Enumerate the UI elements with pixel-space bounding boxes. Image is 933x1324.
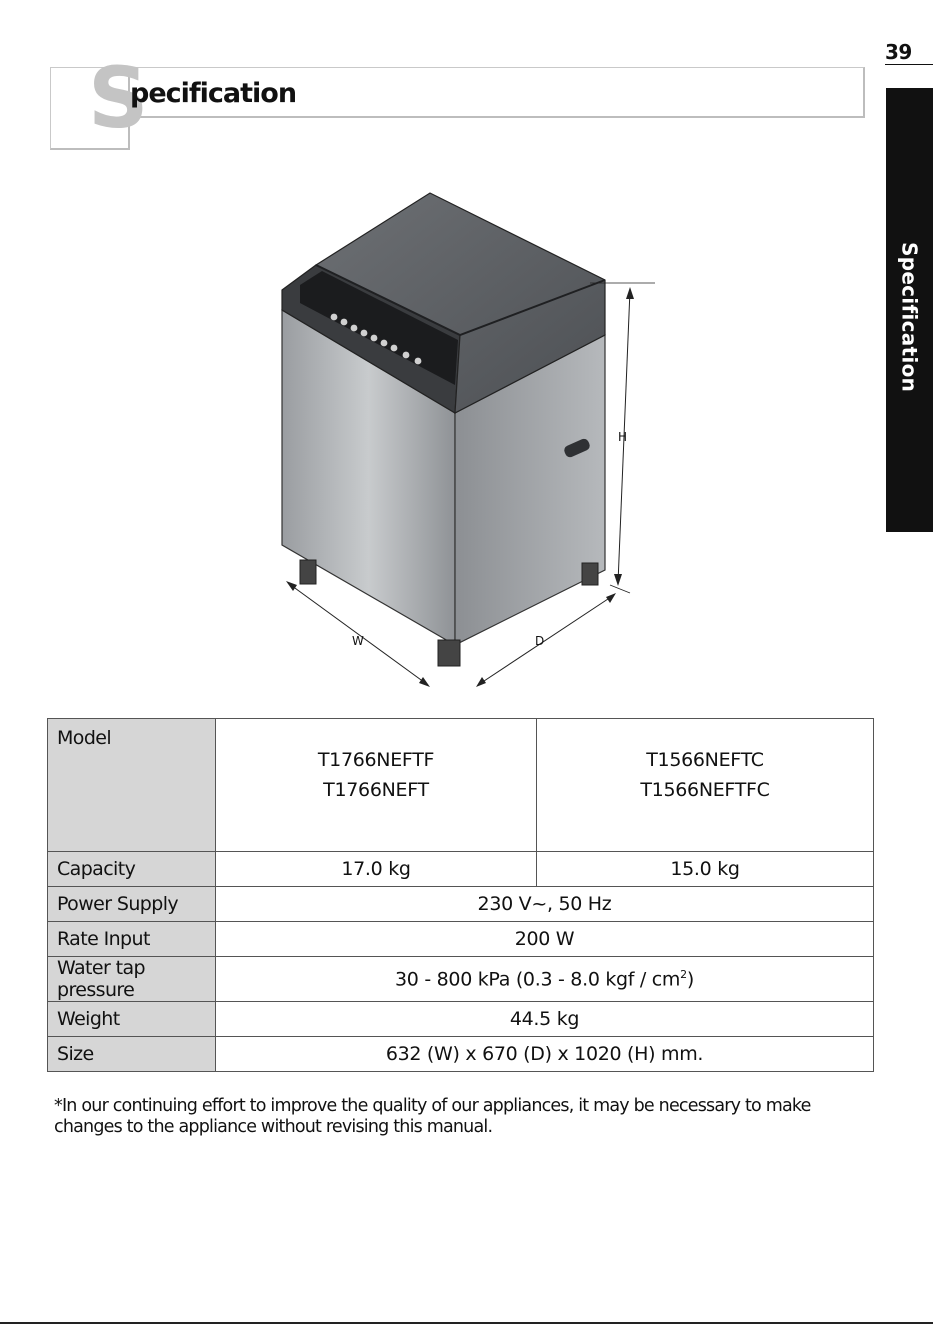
width-label: W <box>352 634 364 648</box>
water-tap-pressure-value <box>216 957 874 1002</box>
rate-input-value: 200 W <box>216 922 874 957</box>
table-row <box>48 719 874 852</box>
table-row <box>48 957 874 1002</box>
table-row <box>48 922 874 957</box>
water-tap-pressure-sup: 2 <box>680 967 687 981</box>
depth-label: D <box>535 634 545 648</box>
power-supply-label: Power Supply <box>48 887 216 922</box>
foot-left <box>300 560 316 584</box>
specification-table <box>47 718 874 1072</box>
model-col2-line1: T1566NEFTC <box>646 749 764 771</box>
capacity-col1: 17.0 kg <box>216 852 537 887</box>
foot-right <box>582 563 598 585</box>
model-label: Model <box>48 719 216 852</box>
water-tap-pressure-main: 30 - 800 kPa (0.3 - 8.0 kgf / cm <box>395 968 681 991</box>
table-row <box>48 887 874 922</box>
water-tap-pressure-label: Water tap pressure <box>48 957 216 1002</box>
capacity-col2: 15.0 kg <box>537 852 874 887</box>
weight-label: Weight <box>48 1002 216 1037</box>
model-col1-line2: T1766NEFT <box>323 779 429 801</box>
weight-value: 44.5 kg <box>216 1002 874 1037</box>
model-col2 <box>537 719 874 852</box>
power-supply-value: 230 V~, 50 Hz <box>216 887 874 922</box>
side-tab-label: Specification <box>897 242 922 393</box>
rate-input-label: Rate Input <box>48 922 216 957</box>
table-row <box>48 1002 874 1037</box>
side-tab-label-wrap <box>886 88 933 532</box>
capacity-label: Capacity <box>48 852 216 887</box>
table-row <box>48 1037 874 1072</box>
size-value: 632 (W) x 670 (D) x 1020 (H) mm. <box>216 1037 874 1072</box>
height-label: H <box>618 430 628 444</box>
model-col1-line1: T1766NEFTF <box>317 749 435 771</box>
page-number: 39 <box>885 40 912 64</box>
water-tap-pressure-end: ) <box>686 968 694 991</box>
foot-front <box>438 640 460 666</box>
side-tab <box>886 88 933 532</box>
model-col2-line2: T1566NEFTFC <box>640 779 770 801</box>
washing-machine-illustration <box>260 185 660 695</box>
table-row <box>48 852 874 887</box>
page-number-rule <box>885 64 933 65</box>
model-col1 <box>216 719 537 852</box>
footnote: *In our continuing effort to improve the quality of our appliances, it may be necessary to make changes to the appliance without revising this manual. <box>54 1096 811 1137</box>
page-title: pecification <box>130 78 297 109</box>
size-label: Size <box>48 1037 216 1072</box>
page-title-initial: S <box>88 49 149 147</box>
